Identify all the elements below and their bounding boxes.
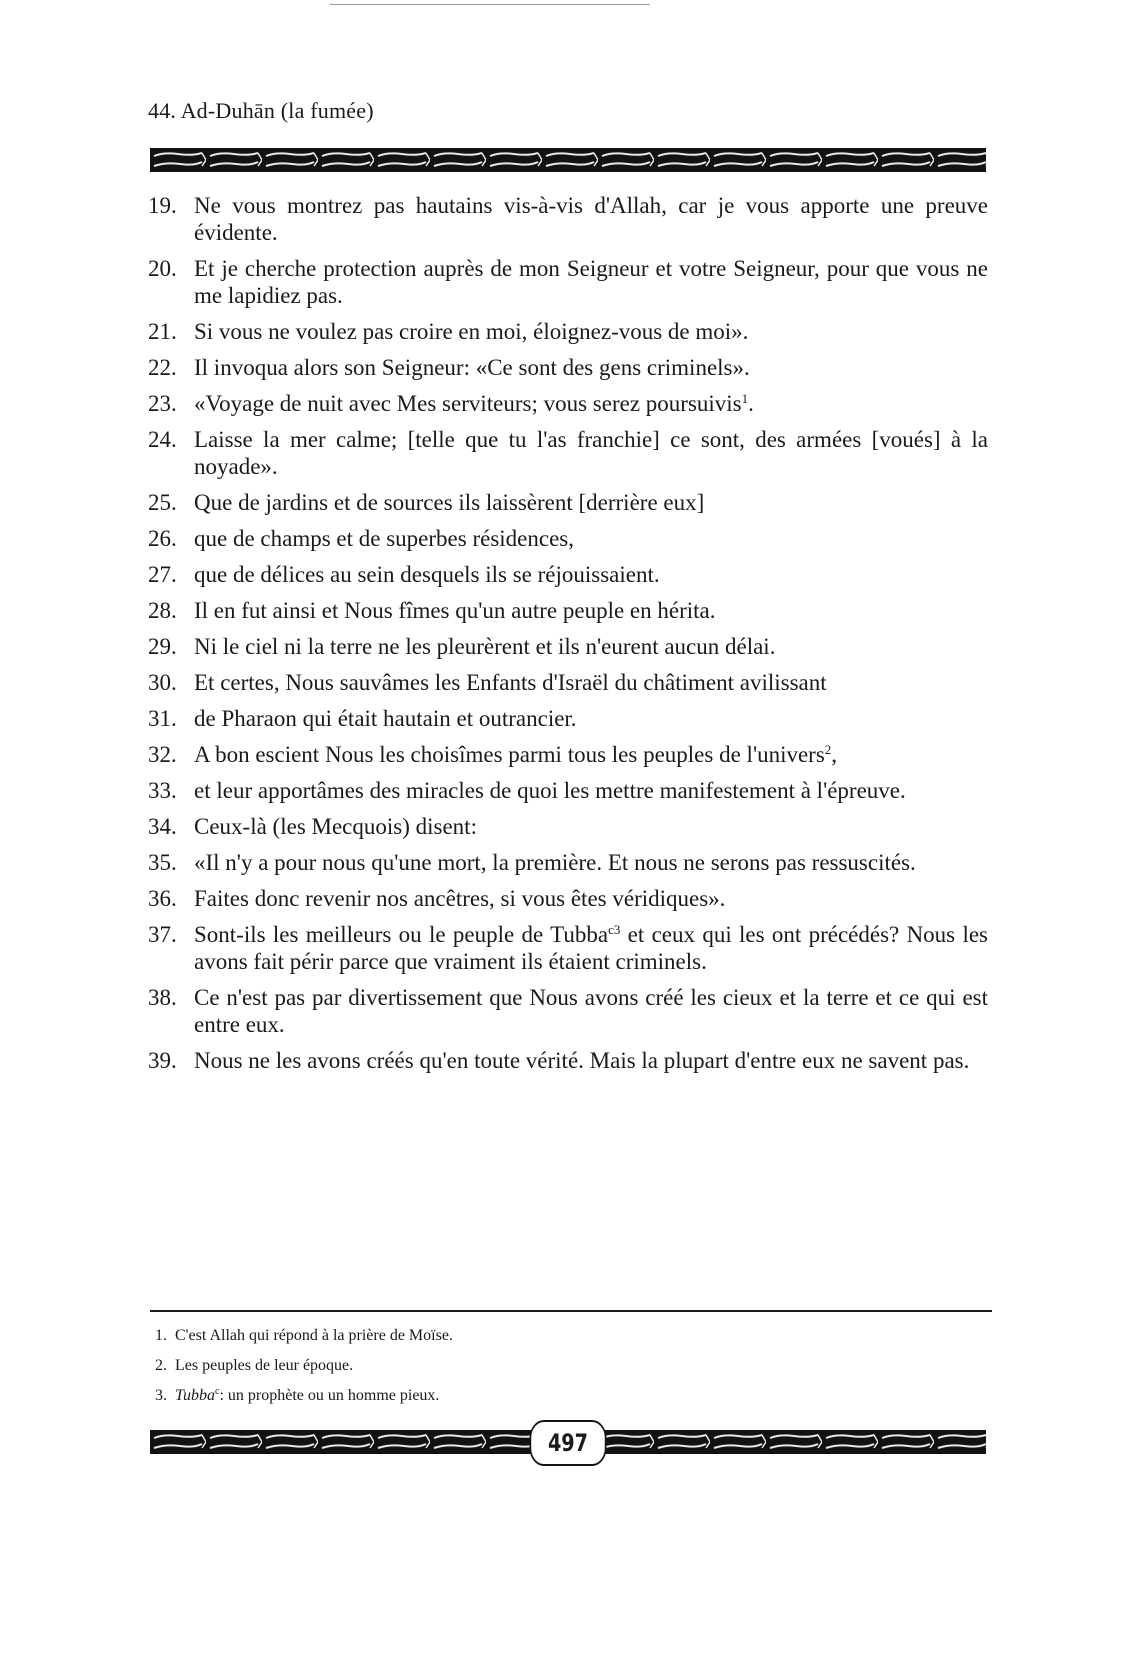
verse-text-main: Laisse la mer calme; [telle que tu l'as franchie] ce sont, des armées [voués] à la noyade». <box>194 427 988 479</box>
verse-text <box>194 561 988 588</box>
verse-number: 39. <box>148 1048 177 1073</box>
footnote-ref: 1 <box>741 391 749 406</box>
verse-text <box>194 255 988 309</box>
verse-item <box>148 255 988 309</box>
verse-text-after: et ceux qui les ont précédés? Nous les avons fait périr parce que vraiment ils étaient criminels. <box>194 922 989 974</box>
verse-item <box>148 525 988 552</box>
verse-item <box>148 741 988 768</box>
verse-text-after: , <box>831 742 838 767</box>
verse-text <box>194 390 988 417</box>
verse-item <box>148 318 988 345</box>
verse-number: 35. <box>148 850 177 875</box>
verse-text-main: Ne vous montrez pas hautains vis-à-vis d'Allah, car je vous apporte une preuve évidente. <box>194 193 988 245</box>
verse-text <box>194 741 988 768</box>
verse-number: 28. <box>148 598 177 623</box>
verse-text <box>194 192 988 246</box>
chapter-header: 44. Ad-Duhān (la fumée) <box>148 98 374 123</box>
verse-item <box>148 984 988 1038</box>
verse-item <box>148 192 988 246</box>
footnote-text: : un prophète ou un homme pieux. <box>219 1387 440 1404</box>
verse-text <box>194 597 988 624</box>
footnote-rule <box>150 1310 992 1312</box>
verse-number: 26. <box>148 526 177 551</box>
verse-text-main: Et certes, Nous sauvâmes les Enfants d'Israël du châtiment avilissant <box>194 670 827 695</box>
footnote-item <box>155 1356 985 1376</box>
verse-text-after: . <box>748 391 754 416</box>
verse-text-main: «Il n'y a pour nous qu'une mort, la première. Et nous ne serons pas ressuscités. <box>194 850 916 875</box>
verse-item <box>148 597 988 624</box>
verse-text <box>194 813 988 840</box>
verse-number: 38. <box>148 985 177 1010</box>
verse-item <box>148 354 988 381</box>
verse-item <box>148 705 988 732</box>
verse-text-main: «Voyage de nuit avec Mes serviteurs; vous serez poursuivis <box>194 391 742 416</box>
verse-number: 27. <box>148 562 177 587</box>
verse-number: 20. <box>148 256 177 281</box>
verse-number: 24. <box>148 427 177 452</box>
verse-text <box>194 921 988 975</box>
verse-item <box>148 921 988 975</box>
verse-text-main: que de champs et de superbes résidences, <box>194 526 574 551</box>
verse-number: 19. <box>148 193 177 218</box>
verse-text <box>194 318 988 345</box>
verse-text-main: Ce n'est pas par divertissement que Nous avons créé les cieux et la terre et ce qui est entre eux. <box>194 985 988 1037</box>
verse-text-main: Et je cherche protection auprès de mon Seigneur et votre Seigneur, pour que vous ne me lapidiez pas. <box>194 256 988 308</box>
verse-text-main: Il invoqua alors son Seigneur: «Ce sont des gens criminels». <box>194 355 750 380</box>
verse-text-main: Si vous ne voulez pas croire en moi, éloignez-vous de moi». <box>194 319 749 344</box>
verse-text-main: A bon escient Nous les choisîmes parmi tous les peuples de l'univers <box>194 742 825 767</box>
verse-text <box>194 1047 988 1074</box>
verse-number: 25. <box>148 490 177 515</box>
verse-text <box>194 354 988 381</box>
top-rule <box>330 4 650 5</box>
verse-text-main: Sont-ils les meilleurs ou le peuple de Tubba <box>194 922 609 947</box>
verse-number: 32. <box>148 742 177 767</box>
verse-item <box>148 813 988 840</box>
verse-text <box>194 525 988 552</box>
verse-item <box>148 561 988 588</box>
verse-item <box>148 1047 988 1074</box>
verse-text-main: et leur apportâmes des miracles de quoi les mettre manifestement à l'épreuve. <box>194 778 906 803</box>
verse-text-main: que de délices au sein desquels ils se réjouissaient. <box>194 562 660 587</box>
verse-number: 36. <box>148 886 177 911</box>
verse-text-main: Ni le ciel ni la terre ne les pleurèrent et ils n'eurent aucun délai. <box>194 634 776 659</box>
decorative-band-top <box>150 148 986 172</box>
footnotes-list <box>155 1326 985 1416</box>
verse-number: 33. <box>148 778 177 803</box>
footnote-item <box>155 1386 985 1406</box>
verse-number: 23. <box>148 391 177 416</box>
verse-number: 22. <box>148 355 177 380</box>
verse-number: 31. <box>148 706 177 731</box>
footnote-number: 1. <box>155 1327 167 1344</box>
verse-text <box>194 849 988 876</box>
verse-text <box>194 984 988 1038</box>
footnote-ref: c3 <box>608 922 621 937</box>
verse-text-main: Nous ne les avons créés qu'en toute vérité. Mais la plupart d'entre eux ne savent pas. <box>194 1048 970 1073</box>
verse-number: 34. <box>148 814 177 839</box>
verse-text <box>194 885 988 912</box>
verse-text <box>194 777 988 804</box>
verse-text <box>194 633 988 660</box>
footnote-text: Les peuples de leur époque. <box>175 1357 354 1374</box>
footnote-item <box>155 1326 985 1346</box>
verse-text-main: Il en fut ainsi et Nous fîmes qu'un autre peuple en hérita. <box>194 598 716 623</box>
verse-item <box>148 390 988 417</box>
verse-item <box>148 885 988 912</box>
footnote-number: 3. <box>155 1387 167 1404</box>
verse-item <box>148 777 988 804</box>
footnote-text: C'est Allah qui répond à la prière de Moïse. <box>175 1327 453 1344</box>
verse-number: 30. <box>148 670 177 695</box>
footnote-ref: 2 <box>824 742 832 757</box>
verse-number: 37. <box>148 922 177 947</box>
footnote-term: Tubba <box>175 1387 216 1404</box>
verse-text-main: de Pharaon qui était hautain et outrancier. <box>194 706 577 731</box>
verse-item <box>148 633 988 660</box>
verse-text-main: Que de jardins et de sources ils laissèrent [derrière eux] <box>194 490 705 515</box>
verse-number: 21. <box>148 319 177 344</box>
verse-text <box>194 669 988 696</box>
verse-text <box>194 489 988 516</box>
verse-item <box>148 426 988 480</box>
verse-text <box>194 705 988 732</box>
verse-text <box>194 426 988 480</box>
footnote-number: 2. <box>155 1357 167 1374</box>
footnote-term-sup: c <box>215 1386 220 1397</box>
verses-list <box>148 192 988 1083</box>
verse-item <box>148 849 988 876</box>
verse-item <box>148 489 988 516</box>
verse-text-main: Faites donc revenir nos ancêtres, si vous êtes véridiques». <box>194 886 726 911</box>
verse-item <box>148 669 988 696</box>
page-number: 497 <box>530 1420 607 1466</box>
verse-text-main: Ceux-là (les Mecquois) disent: <box>194 814 477 839</box>
verse-number: 29. <box>148 634 177 659</box>
